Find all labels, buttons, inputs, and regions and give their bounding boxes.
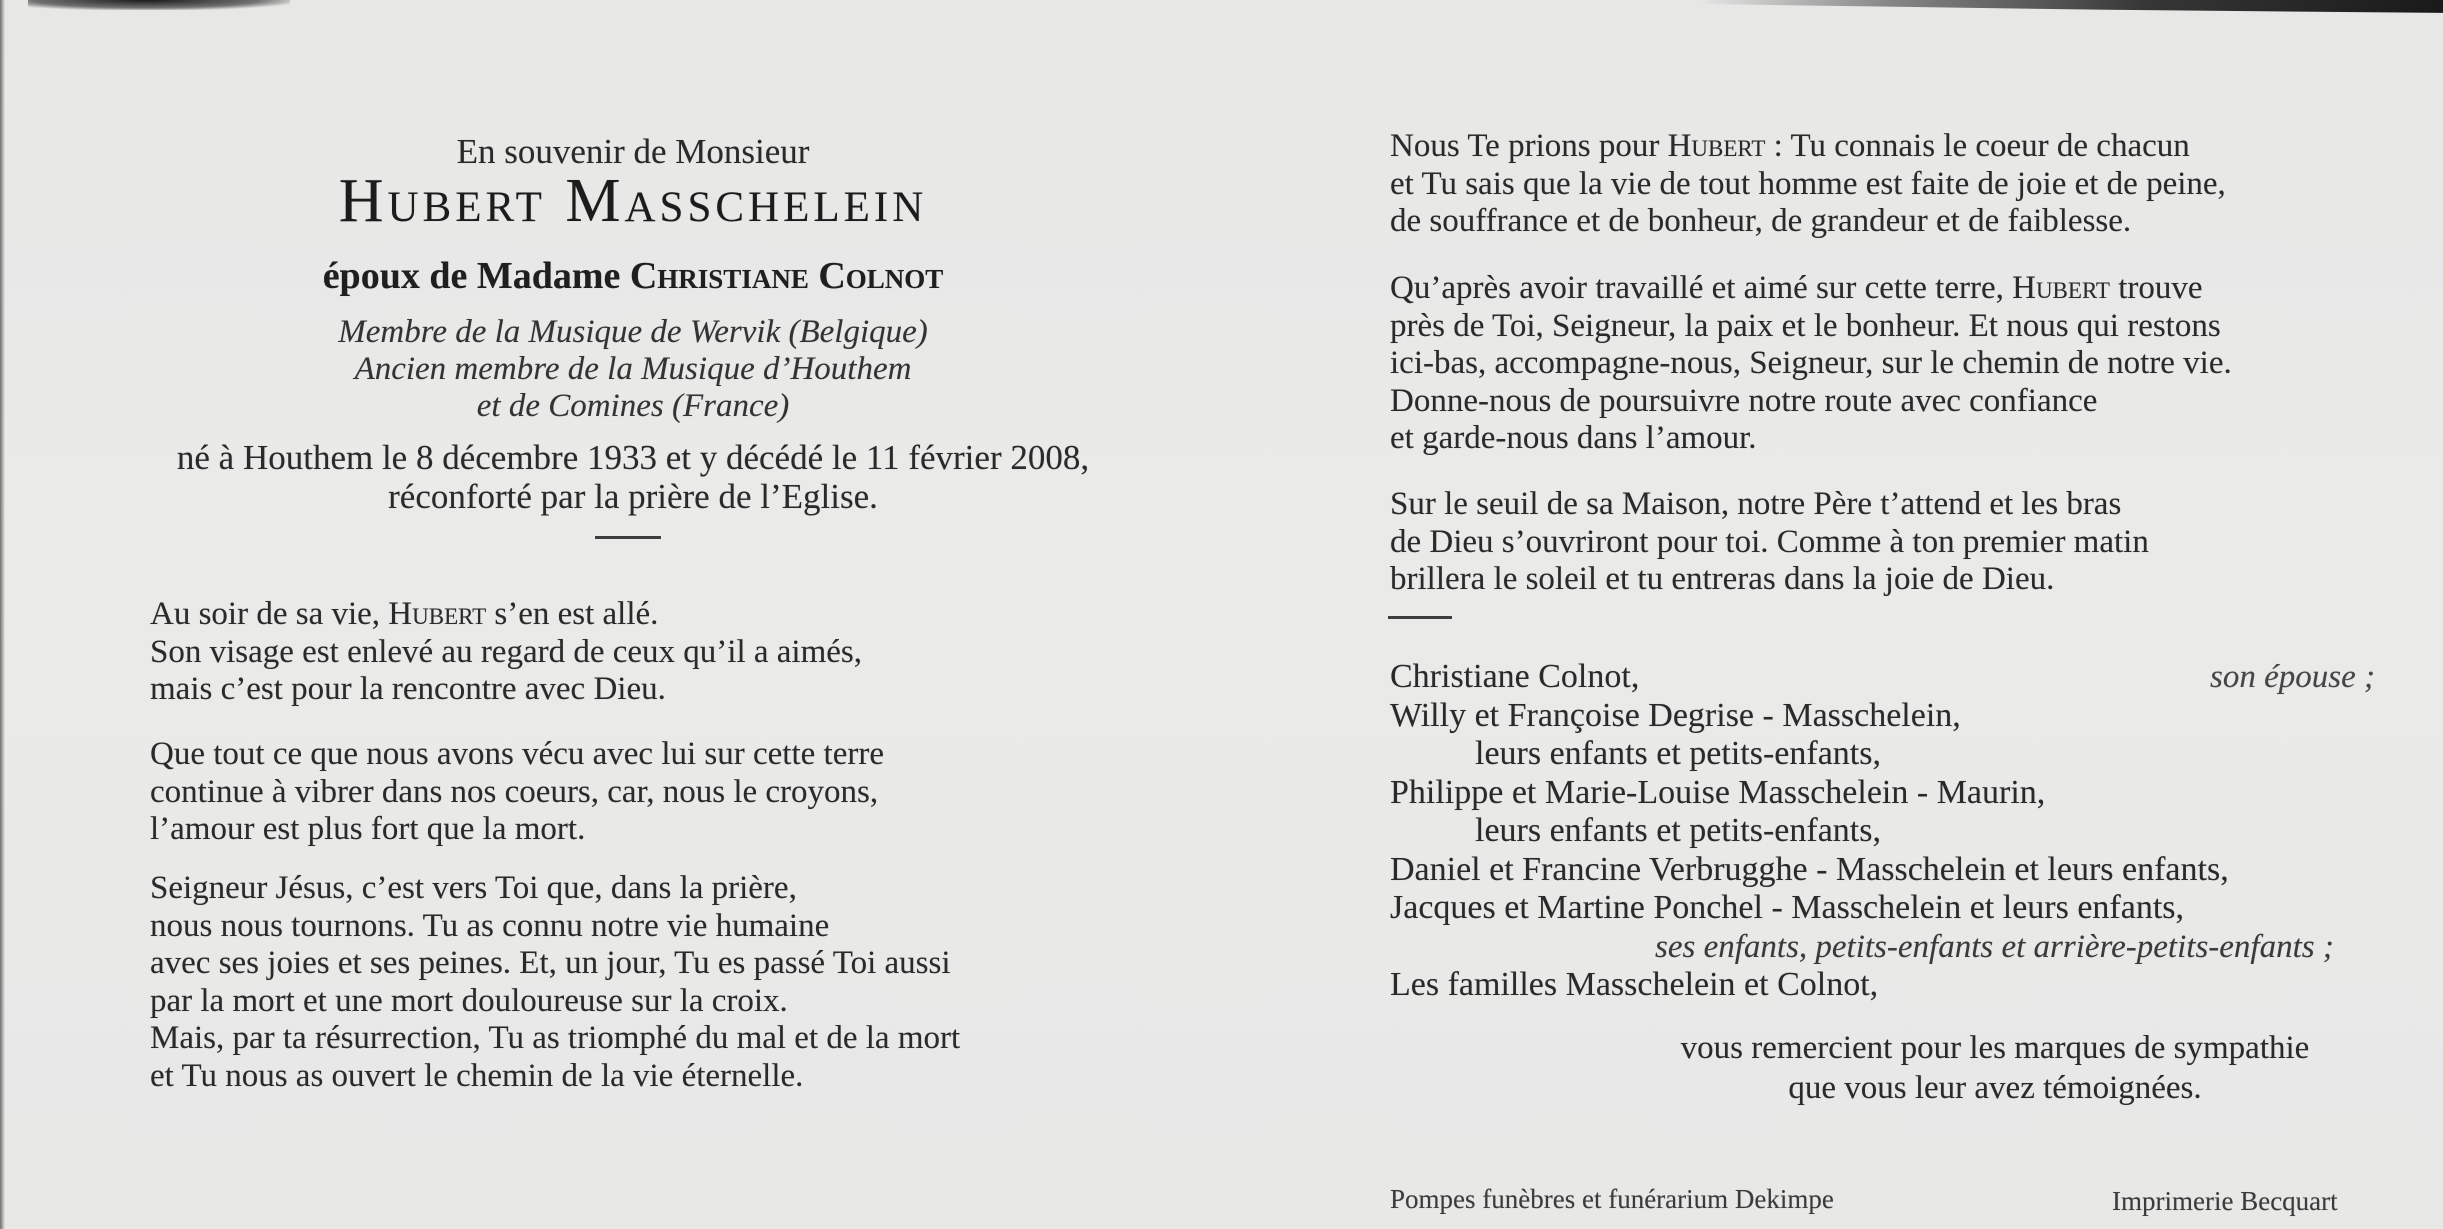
text-line: et Tu sais que la vie de tout homme est faite de joie et de peine,: [1390, 165, 2226, 202]
family-line: Willy et Françoise Degrise - Masschelein,: [1390, 696, 1961, 734]
membership-line: Membre de la Musique de Wervik (Belgique): [338, 314, 928, 350]
text-line: Seigneur Jésus, c’est vers Toi que, dans la prière,: [150, 870, 797, 906]
text-line: Mais, par ta résurrection, Tu as triomphé du mal et de la mort: [150, 1020, 961, 1056]
prayer-paragraph: [1390, 270, 2410, 458]
text-segment: Nous Te prions pour: [1390, 128, 1668, 164]
relation-label: son épouse ;: [2210, 659, 2375, 695]
thanks-line: vous remercient pour les marques de sympathie: [1680, 1030, 2310, 1066]
birth-death-lines: [148, 438, 1118, 516]
text-line: Que tout ce que nous avons vécu avec lui sur cette terre: [150, 736, 884, 772]
text-segment: Au soir de sa vie,: [150, 596, 389, 632]
prayer-paragraph: [150, 736, 1150, 849]
text-line: [1390, 128, 2410, 166]
text-segment: : Tu connais le coeur de chacun: [1765, 128, 2190, 164]
spouse-name: Christiane Colnot: [629, 255, 944, 297]
membership-line: et de Comines (France): [476, 388, 790, 424]
text-line: ici-bas, accompagne-nous, Seigneur, sur le chemin de notre vie.: [1390, 345, 2232, 381]
thanks-message: [1625, 1028, 2365, 1108]
text-line: par la mort et une mort douloureuse sur la croix.: [150, 982, 788, 1019]
scan-artifact-left-edge: [0, 0, 5, 1229]
membership-line: Ancien membre de la Musique d’Houthem: [354, 351, 912, 387]
text-line: Son visage est enlevé au regard de ceux qu’il a aimés,: [150, 633, 862, 670]
text-line: près de Toi, Seigneur, la paix et le bonheur. Et nous qui restons: [1390, 307, 2221, 344]
prayer-paragraph: [1390, 486, 2410, 599]
section-divider: [595, 536, 661, 539]
text-line: de souffrance et de bonheur, de grandeur et de faiblesse.: [1390, 203, 2132, 239]
family-line: leurs enfants et petits-enfants,: [1475, 735, 1881, 772]
family-line: Philippe et Marie-Louise Masschelein - Maurin,: [1390, 773, 2046, 811]
membership-lines: [148, 314, 1118, 425]
scan-artifact-top-right: [1698, 0, 2443, 14]
text-line: l’amour est plus fort que la mort.: [150, 811, 586, 847]
text-line: [1390, 270, 2410, 308]
family-line: Daniel et Francine Verbrugghe - Masschelein et leurs enfants,: [1390, 850, 2229, 888]
funeral-home-credit: Pompes funèbres et funérarium Dekimpe: [1390, 1184, 1834, 1214]
dates-line: né à Houthem le 8 décembre 1933 et y décédé le 11 février 2008,: [176, 438, 1090, 477]
prayer-paragraph: [150, 596, 1150, 709]
family-line: leurs enfants et petits-enfants,: [1475, 812, 1881, 849]
name-smallcaps: Hubert: [388, 596, 487, 632]
text-line: brillera le soleil et tu entreras dans la joie de Dieu.: [1390, 561, 2055, 597]
text-line: de Dieu s’ouvriront pour toi. Comme à ton premier matin: [1390, 523, 2149, 560]
family-member: Christiane Colnot,: [1390, 658, 1640, 695]
printer-credit: Imprimerie Becquart: [2112, 1186, 2338, 1216]
family-line: Les familles Masschelein et Colnot,: [1390, 966, 1879, 1003]
text-line: Sur le seuil de sa Maison, notre Père t’attend et les bras: [1390, 486, 2122, 522]
text-line: Donne-nous de poursuivre notre route avec confiance: [1390, 382, 2098, 419]
spouse-prefix: époux de Madame: [322, 255, 630, 297]
prayer-paragraph: [150, 870, 1150, 1095]
deceased-name: Hubert Masschelein: [338, 167, 928, 235]
text-line: avec ses joies et ses peines. Et, un jour, Tu es passé Toi aussi: [150, 945, 951, 981]
section-divider: [1388, 616, 1452, 619]
text-line: et Tu nous as ouvert le chemin de la vie éternelle.: [150, 1057, 804, 1094]
text-line: nous nous tournons. Tu as connu notre vie humaine: [150, 907, 830, 944]
header-intro: En souvenir de Monsieur: [456, 132, 810, 171]
name-smallcaps: Hubert: [1667, 128, 1766, 164]
spouse-line: [148, 254, 1118, 298]
text-line: [150, 596, 1150, 634]
family-list: [1390, 658, 2375, 1005]
text-line: mais c’est pour la rencontre avec Dieu.: [150, 671, 666, 707]
family-line: [1390, 658, 2375, 697]
relation-label: ses enfants, petits-enfants et arrière-petits-enfants ;: [1655, 928, 2334, 965]
family-line: Jacques et Martine Ponchel - Masschelein et leurs enfants,: [1390, 889, 2185, 926]
text-segment: s’en est allé.: [486, 596, 659, 632]
dates-line: réconforté par la prière de l’Eglise.: [388, 477, 878, 516]
thanks-line: que vous leur avez témoignées.: [1788, 1070, 2202, 1106]
text-line: et garde-nous dans l’amour.: [1390, 420, 1757, 456]
text-line: continue à vibrer dans nos coeurs, car, nous le croyons,: [150, 773, 879, 810]
name-smallcaps: Hubert: [2012, 270, 2110, 306]
scan-artifact-top-left: [28, 0, 290, 10]
prayer-paragraph: [1390, 128, 2410, 241]
text-segment: Qu’après avoir travaillé et aimé sur cette terre,: [1390, 270, 2013, 306]
text-segment: trouve: [2109, 270, 2203, 306]
